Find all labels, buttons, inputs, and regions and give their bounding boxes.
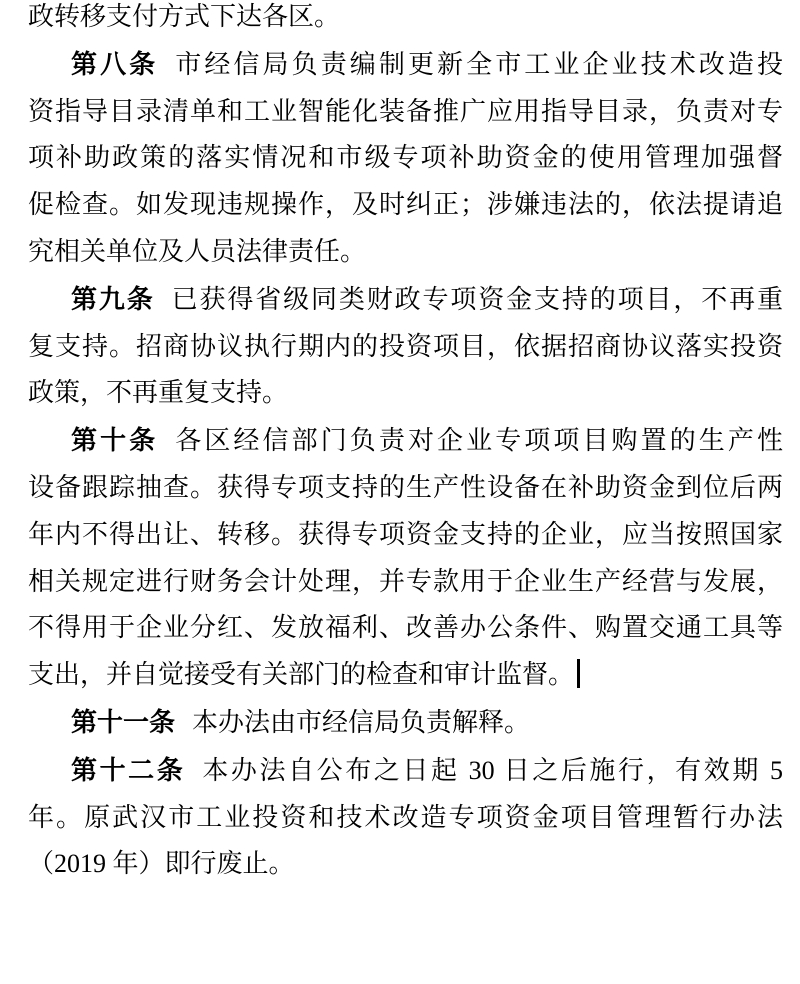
doc-line [28, 135, 783, 182]
doc-line [28, 559, 783, 606]
article-number: 第十条 [71, 425, 159, 456]
line-text: （2019 年）即行废止。 [28, 849, 295, 879]
doc-line [28, 652, 783, 699]
line-text: 资指导目录清单和工业智能化装备推广应用指导目录，负责对专 [28, 96, 783, 126]
line-text: 各区经信部门负责对企业专项项目购置的生产性 [175, 426, 783, 456]
line-text: 已获得省级同类财政专项资金支持的项目，不再重 [171, 284, 783, 314]
line-text: 支出，并自觉接受有关部门的检查和审计监督。 [28, 660, 575, 690]
line-text: 市经信局负责编制更新全市工业企业技术改造投 [175, 49, 783, 79]
line-text: 年。原武汉市工业投资和技术改造专项资金项目管理暂行办法 [28, 802, 783, 832]
line-text: 政转移支付方式下达各区。 [28, 2, 341, 31]
line-text: 项补助政策的落实情况和市级专项补助资金的使用管理加强督 [28, 143, 783, 173]
text-cursor [577, 659, 580, 688]
line-text: 究相关单位及人员法律责任。 [28, 236, 367, 266]
doc-line [28, 465, 783, 512]
line-text: 年内不得出让、转移。获得专项资金支持的企业，应当按照国家 [28, 519, 783, 549]
article-number: 第十二条 [71, 754, 186, 785]
line-text: 政策，不再重复支持。 [28, 378, 289, 408]
doc-line [28, 795, 783, 842]
doc-line-article-10 [28, 417, 783, 465]
line-text: 本办法由市经信局负责解释。 [192, 707, 531, 737]
line-text: 本办法自公布之日起 30 日之后施行，有效期 5 [202, 755, 783, 785]
doc-line [28, 182, 783, 229]
article-number: 第十一条 [71, 706, 176, 737]
doc-line [28, 89, 783, 136]
line-text: 复支持。招商协议执行期内的投资项目，依据招商协议落实投资 [28, 331, 783, 361]
line-text: 相关规定进行财务会计处理，并专款用于企业生产经营与发展， [28, 566, 783, 596]
doc-line [28, 512, 783, 559]
doc-line [28, 324, 783, 371]
article-number: 第九条 [71, 283, 155, 314]
doc-line [28, 229, 783, 276]
line-text: 促检查。如发现违规操作，及时纠正；涉嫌违法的，依法提请追 [28, 190, 783, 220]
doc-line [28, 370, 783, 417]
doc-line-article-11 [28, 699, 783, 747]
doc-line [28, 841, 783, 888]
doc-line-article-8 [28, 41, 783, 89]
doc-line-article-9 [28, 276, 783, 324]
doc-line [28, 605, 783, 652]
line-text: 设备跟踪抽查。获得专项支持的生产性设备在补助资金到位后两 [28, 472, 783, 502]
doc-line-article-12 [28, 747, 783, 795]
doc-line [28, 0, 783, 41]
article-number: 第八条 [71, 48, 159, 79]
line-text: 不得用于企业分红、发放福利、改善办公条件、购置交通工具等 [28, 613, 783, 643]
